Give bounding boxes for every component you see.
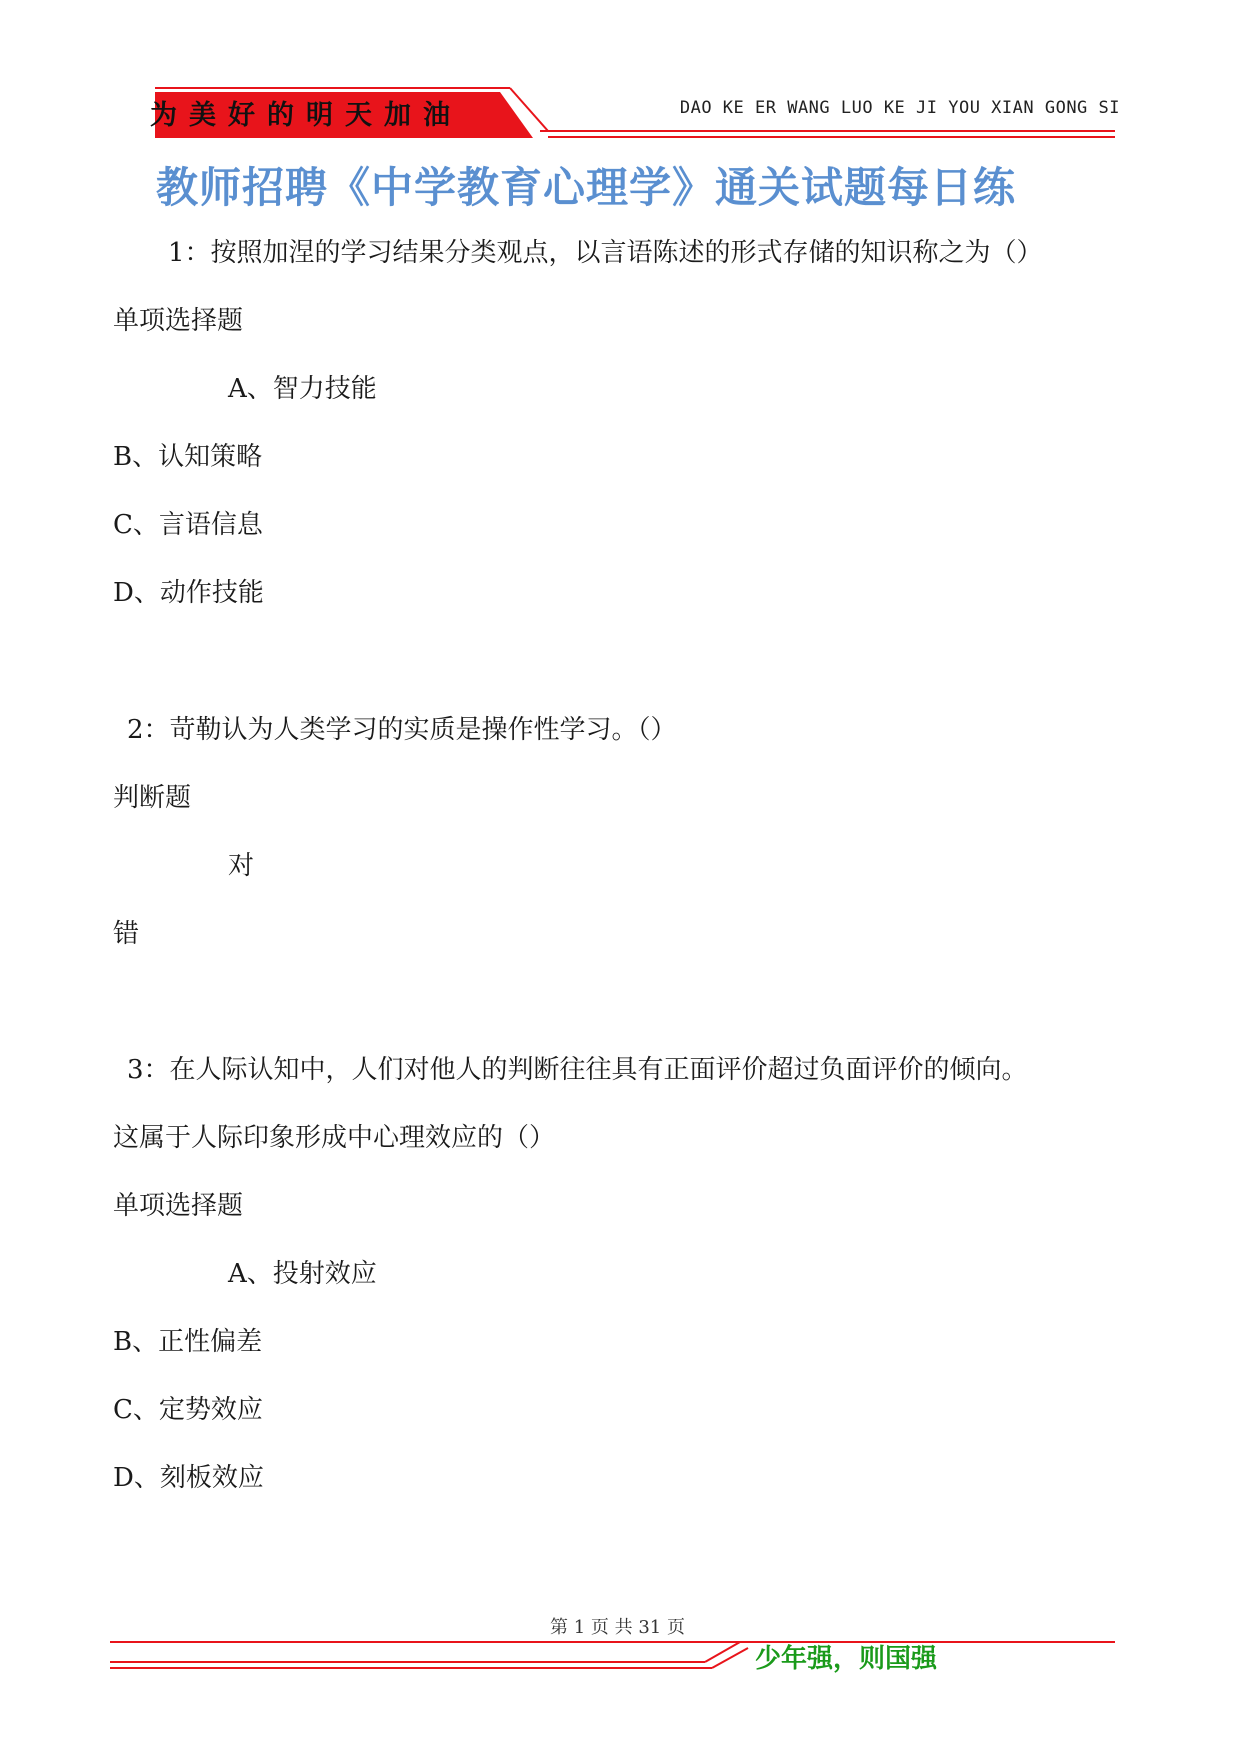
question-1-option-d: D、动作技能: [113, 578, 264, 608]
page-title: 教师招聘《中学教育心理学》通关试题每日练: [156, 163, 1017, 212]
company-name: DAO KE ER WANG LUO KE JI YOU XIAN GONG SI: [679, 98, 1120, 118]
header-slogan: 为美好的明天加油: [150, 100, 462, 131]
question-2-option-true: 对: [228, 851, 255, 881]
page-indicator: 第 1 页 共 31 页: [550, 1617, 685, 1638]
question-3-option-d: D、刻板效应: [113, 1463, 264, 1493]
footer-lines: [0, 1630, 1235, 1680]
question-1-stem: 1：按照加涅的学习结果分类观点，以言语陈述的形式存储的知识称之为（）: [168, 238, 1043, 268]
question-3-stem-continued: 这属于人际印象形成中心理效应的（）: [113, 1123, 556, 1153]
question-3-type: 单项选择题: [113, 1191, 244, 1221]
question-2-type: 判断题: [113, 783, 192, 813]
question-2-stem: 2：苛勒认为人类学习的实质是操作性学习。（）: [127, 715, 677, 745]
question-3-option-a: A、投射效应: [228, 1259, 377, 1289]
question-1-option-a: A、智力技能: [228, 374, 377, 404]
question-3-option-c: C、定势效应: [113, 1395, 263, 1425]
question-1-option-b: B、认知策略: [113, 442, 263, 472]
question-2-option-false: 错: [113, 919, 140, 949]
question-1-option-c: C、言语信息: [113, 510, 263, 540]
question-3-stem: 3：在人际认知中，人们对他人的判断往往具有正面评价超过负面评价的倾向。: [127, 1055, 1028, 1085]
footer-slogan: 少年强，则国强: [755, 1644, 938, 1674]
question-3-option-b: B、正性偏差: [113, 1327, 263, 1357]
question-1-type: 单项选择题: [113, 306, 244, 336]
